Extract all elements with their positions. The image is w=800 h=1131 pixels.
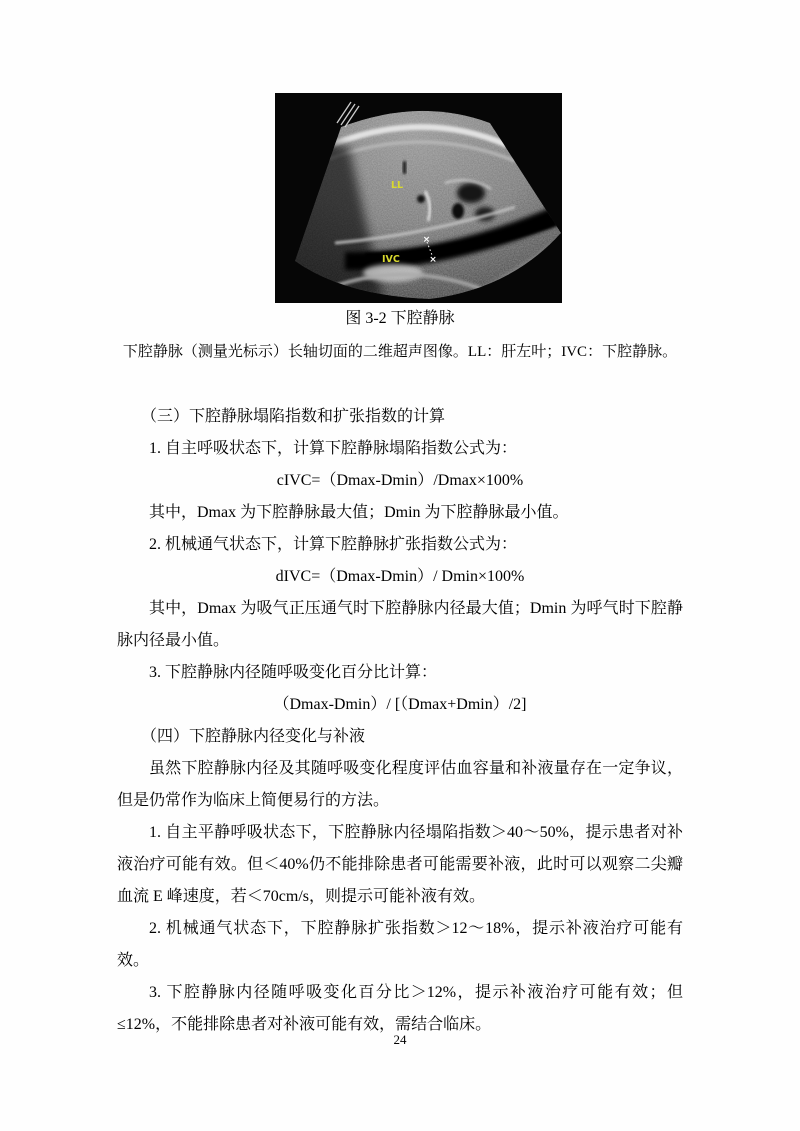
paragraph: 3. 下腔静脉内径随呼吸变化百分比＞12%，提示补液治疗可能有效；但≤12%，不能排除患者对补液可能有效，需结合临床。 [117,984,683,1033]
body-text [117,401,683,1041]
paragraph: 2. 机械通气状态下，计算下腔静脉扩张指数公式为： [149,536,518,553]
formula-divc: dIVC=（Dmax-Dmin）/ Dmin×100% [275,568,525,585]
ultrasound-image [275,93,562,303]
paragraph: 1. 自主平静呼吸状态下，下腔静脉内径塌陷指数＞40～50%，提示患者对补液治疗可能有效。但＜40%仍不能排除患者可能需要补液，此时可以观察二尖瓣血流 E 峰速度，若＜70cm/s，则提示可能补液有效。 [117,824,683,905]
label-liver-left-lobe: LL [391,180,404,191]
paragraph: 其中，Dmax 为吸气正压通气时下腔静脉内径最大值；Dmin 为呼气时下腔静脉内径最小值。 [117,600,683,649]
section-heading-4: （四）下腔静脉内径变化与补液 [141,728,366,745]
formula-civc: cIVC=（Dmax-Dmin）/Dmax×100% [276,472,524,489]
paragraph: 其中，Dmax 为下腔静脉最大值；Dmin 为下腔静脉最小值。 [149,504,569,521]
figure-caption: 下腔静脉（测量光标示）长轴切面的二维超声图像。LL：肝左叶；IVC：下腔静脉。 [122,344,678,360]
page-number: 24 [393,1032,407,1047]
caliper-mark-top: × [422,235,431,245]
caliper-mark-bottom: × [429,255,437,265]
paragraph: 虽然下腔静脉内径及其随呼吸变化程度评估血容量和补液量存在一定争议，但是仍常作为临床上简便易行的方法。 [117,760,683,809]
section-heading-3: （三）下腔静脉塌陷指数和扩张指数的计算 [141,408,446,425]
paragraph: 1. 自主呼吸状态下，计算下腔静脉塌陷指数公式为： [149,440,518,457]
label-ivc: IVC [382,254,400,265]
paragraph: 3. 下腔静脉内径随呼吸变化百分比计算： [149,664,438,681]
ultrasound-scan-graphic [275,93,562,303]
figure-title: 图 3-2 下腔静脉 [345,310,455,327]
formula-respiratory-variation: （Dmax-Dmin）/ [（Dmax+Dmin）/2] [273,696,527,713]
paragraph: 2. 机械通气状态下，下腔静脉扩张指数＞12～18%，提示补液治疗可能有效。 [117,920,683,969]
